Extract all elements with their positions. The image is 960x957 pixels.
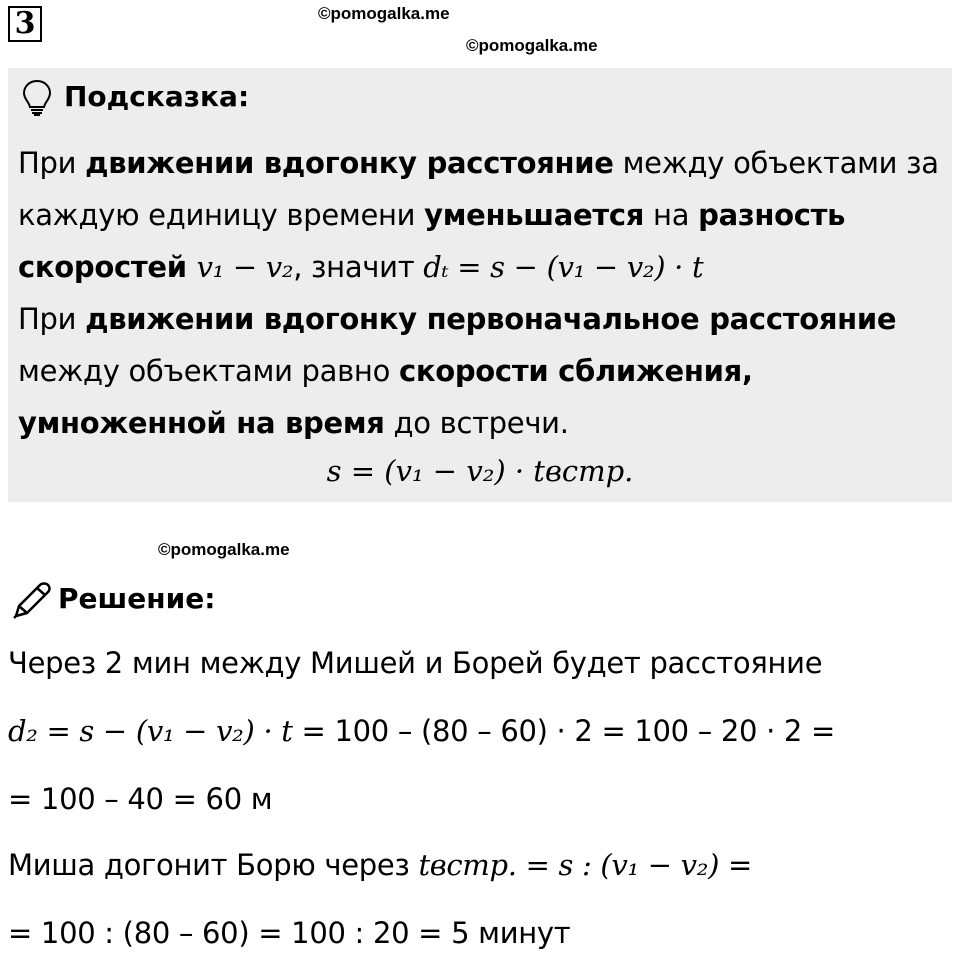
watermark: ©pomogalka.me bbox=[318, 4, 450, 23]
speed-difference-formula: v₁ − v₂ bbox=[196, 250, 294, 284]
distance-formula: d₂ = s − (v₁ − v₂) · t bbox=[8, 714, 293, 748]
pencil-icon bbox=[10, 580, 52, 622]
solution-line-2: d₂ = s − (v₁ − v₂) · t = 100 – (80 – 60) · 2 = 100 – 20 · 2 = bbox=[8, 714, 835, 748]
hint-line-3: скоростей v₁ − v₂, значит dₜ = s − (v₁ − v₂) · t bbox=[18, 250, 704, 284]
hint-line-6: умноженной на время до встречи. bbox=[18, 406, 569, 440]
watermark: ©pomogalka.me bbox=[466, 36, 598, 55]
watermark: ©pomogalka.me bbox=[158, 540, 290, 559]
hint-line-4: При движении вдогонку первоначальное расстояние bbox=[18, 302, 897, 336]
problem-number: 3 bbox=[8, 6, 42, 42]
solution-title: Решение: bbox=[58, 582, 216, 615]
hint-line-5: между объектами равно скорости сближения, bbox=[18, 354, 753, 388]
hint-title: Подсказка: bbox=[64, 80, 250, 113]
meeting-formula: s = (v₁ − v₂) · tвстр. bbox=[326, 454, 634, 488]
hint-line-1: При движении вдогонку расстояние между объектами за bbox=[18, 146, 939, 180]
meeting-time-formula: tвстр. = s : (v₁ − v₂) bbox=[418, 848, 720, 882]
solution-line-4: Миша догонит Борю через tвстр. = s : (v₁ − v₂) = bbox=[8, 848, 753, 882]
lightbulb-icon bbox=[20, 78, 56, 118]
distance-formula: dₜ = s − (v₁ − v₂) · t bbox=[423, 250, 704, 284]
solution-line-3: = 100 – 40 = 60 м bbox=[8, 782, 273, 816]
hint-line-2: каждую единицу времени уменьшается на разность bbox=[18, 198, 846, 232]
solution-line-5: = 100 : (80 – 60) = 100 : 20 = 5 минут bbox=[8, 916, 571, 950]
solution-line-1: Через 2 мин между Мишей и Борей будет расстояние bbox=[8, 646, 823, 680]
